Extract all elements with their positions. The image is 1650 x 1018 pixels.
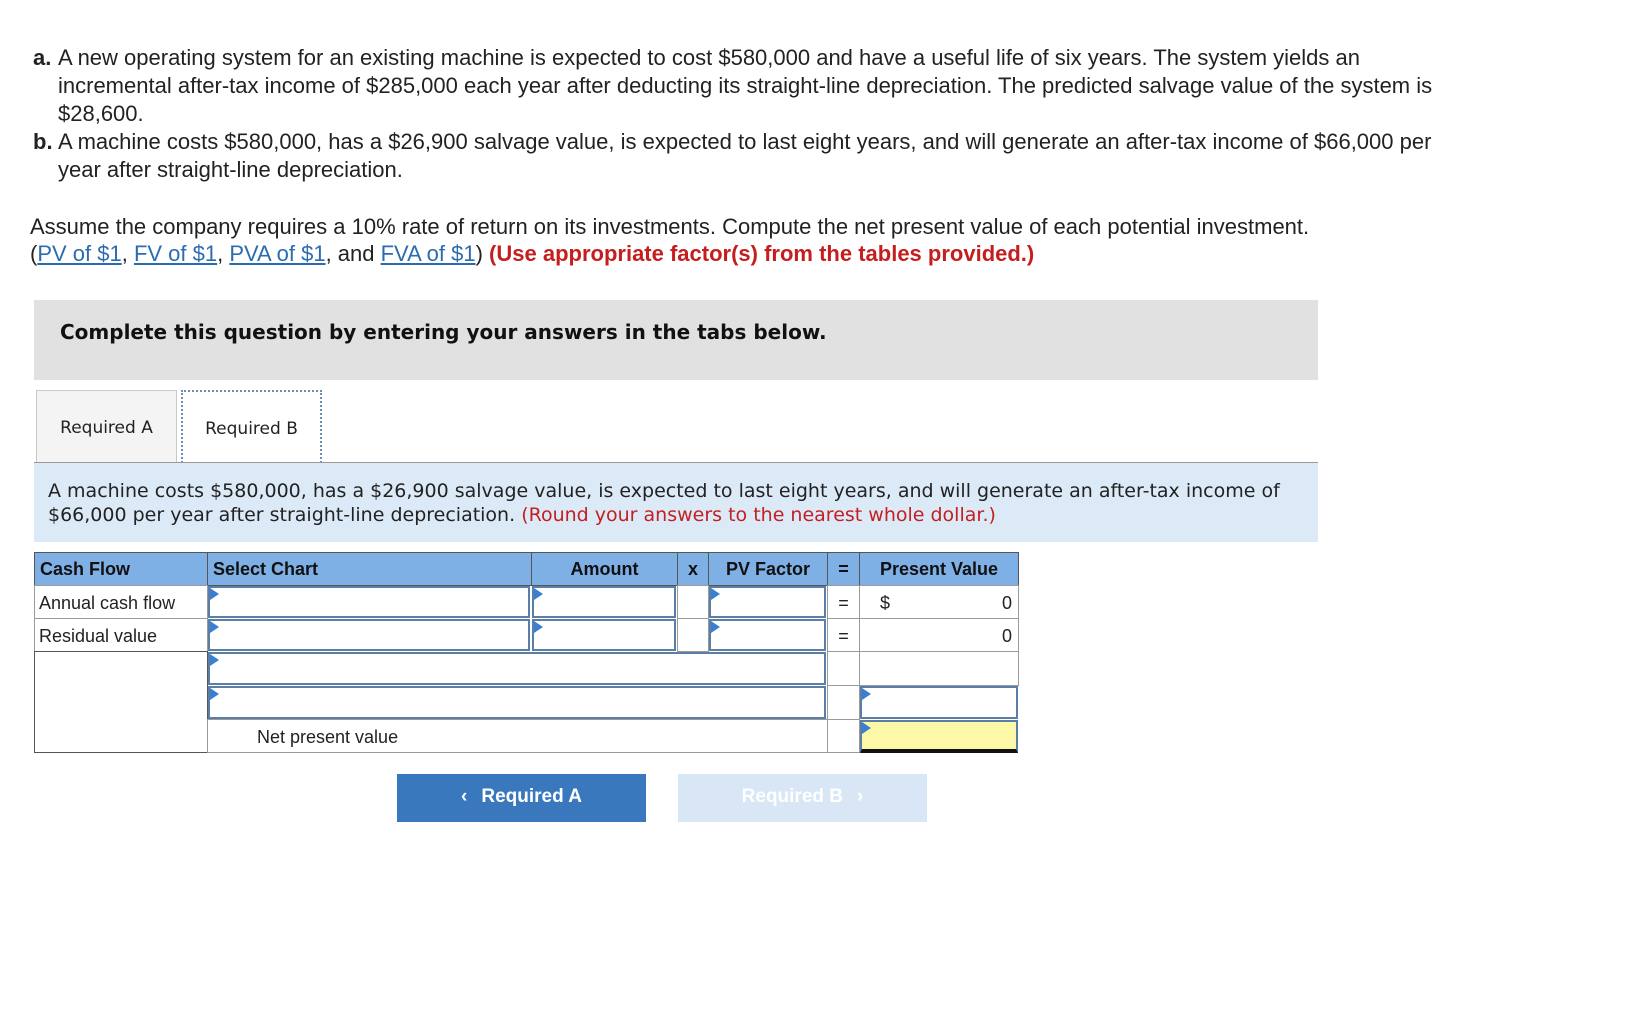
- header-cash-flow: [34, 552, 208, 586]
- extra-row-2-equals-cell: [827, 685, 860, 720]
- header-select-chart: [207, 552, 532, 586]
- item-a-text: A new operating system for an existing machine is expected to cost $580,000 and have a useful life of six years. The system yields an incremental after-tax income of $285,000 each year after deducting its straight-line depreciation. The predicted salvage value of the system is $28,600.: [58, 45, 1433, 126]
- pva-of-1-link[interactable]: PVA of $1: [229, 241, 326, 266]
- residual-value-amount-input[interactable]: [532, 619, 676, 651]
- npv-label: Net present value: [257, 727, 399, 747]
- fv-of-1-link[interactable]: FV of $1: [133, 241, 218, 266]
- problem-item-b: [30, 128, 1450, 184]
- rounding-instruction: (Round your answers to the nearest whole dollar.): [521, 504, 996, 526]
- header-pv-factor-text: PV Factor: [725, 559, 811, 579]
- header-equals: [827, 552, 860, 586]
- pv-of-1-link[interactable]: PV of $1: [37, 241, 122, 266]
- residual-value-equals-cell: [827, 618, 860, 652]
- separator: ,: [121, 241, 134, 266]
- annual-cash-flow-equals-cell: [827, 585, 860, 619]
- row-residual-value-label: [34, 618, 208, 652]
- header-pv-factor: [708, 552, 828, 586]
- residual-value-present-value: [859, 618, 1019, 652]
- residual-value-label: Residual value: [39, 626, 158, 646]
- prev-required-a-button[interactable]: [397, 774, 646, 822]
- item-b-text: A machine costs $580,000, has a $26,900 salvage value, is expected to last eight years, and will generate an after-tax income of $66,000 per year after straight-line depreciation.: [58, 129, 1432, 182]
- residual-value-pv-factor-input[interactable]: [709, 619, 826, 651]
- item-a-label: a.: [33, 45, 52, 70]
- open-paren: (: [30, 241, 38, 266]
- tab-required-b[interactable]: Required B: [181, 390, 322, 463]
- chevron-left-icon: ‹: [461, 786, 468, 807]
- next-required-b-button[interactable]: [678, 774, 927, 822]
- header-times-symbol: x: [687, 559, 698, 579]
- header-equals-symbol: =: [838, 559, 849, 579]
- required-b-description: A machine costs $580,000, has a $26,900 salvage value, is expected to last eight years, and will generate an after-tax income of $66,000 per year after straight-line depreciation.: [48, 480, 1280, 526]
- residual-value-equals: =: [838, 626, 849, 646]
- annual-cash-flow-select-chart[interactable]: [208, 586, 530, 618]
- npv-label-cell: [207, 719, 828, 753]
- next-button-label: Required B: [741, 786, 844, 807]
- header-amount: [531, 552, 678, 586]
- residual-value-present-value-text: 0: [1001, 626, 1012, 646]
- extra-select-row-1[interactable]: [208, 652, 826, 685]
- header-select-chart-text: Select Chart: [213, 559, 319, 579]
- annual-cash-flow-present-value: [859, 585, 1019, 619]
- problem-statement: [30, 44, 1450, 184]
- instruction-banner: [34, 300, 1318, 380]
- extra-select-row-2[interactable]: [208, 686, 826, 719]
- annual-cash-flow-present-value-text: 0: [1001, 593, 1012, 613]
- assumption-text: [30, 213, 1450, 267]
- factor-instruction: (Use appropriate factor(s) from the tables provided.): [489, 241, 1035, 266]
- header-present-value-text: Present Value: [879, 559, 999, 579]
- extra-row-1-value-cell: [859, 651, 1019, 686]
- annual-cash-flow-equals: =: [838, 593, 849, 613]
- row-annual-cash-flow-label: [34, 585, 208, 619]
- banner-text: Complete this question by entering your answers in the tabs below.: [60, 320, 827, 344]
- header-present-value: [859, 552, 1019, 586]
- chevron-right-icon: ›: [857, 786, 864, 807]
- residual-value-times-cell: [677, 618, 709, 652]
- problem-item-a: [30, 44, 1450, 128]
- item-b-label: b.: [33, 129, 53, 154]
- fva-of-1-link[interactable]: FVA of $1: [380, 241, 476, 266]
- required-b-text: [48, 479, 1288, 527]
- required-b-panel: [34, 463, 1318, 542]
- extra-row-2-value-input[interactable]: [860, 686, 1018, 719]
- header-times: [677, 552, 709, 586]
- residual-value-select-chart[interactable]: [208, 619, 530, 651]
- tab-required-a[interactable]: Required A: [36, 390, 177, 463]
- currency-symbol: $: [880, 593, 891, 613]
- lower-label-block: [34, 651, 208, 753]
- npv-equals-cell: [827, 719, 860, 753]
- header-cash-flow-text: Cash Flow: [40, 559, 131, 579]
- annual-cash-flow-times-cell: [677, 585, 709, 619]
- npv-value-input[interactable]: [860, 720, 1018, 753]
- prev-button-label: Required A: [481, 786, 582, 807]
- separator: ,: [217, 241, 230, 266]
- extra-row-1-equals-cell: [827, 651, 860, 686]
- header-amount-text: Amount: [570, 559, 639, 579]
- separator: , and: [325, 241, 381, 266]
- close-paren: ): [475, 241, 483, 266]
- annual-cash-flow-amount-input[interactable]: [532, 586, 676, 618]
- annual-cash-flow-label: Annual cash flow: [39, 593, 176, 613]
- factor-links-line: [30, 240, 1450, 267]
- annual-cash-flow-pv-factor-input[interactable]: [709, 586, 826, 618]
- assumption-sentence: Assume the company requires a 10% rate of return on its investments. Compute the net present value of each potential investment.: [30, 214, 1310, 239]
